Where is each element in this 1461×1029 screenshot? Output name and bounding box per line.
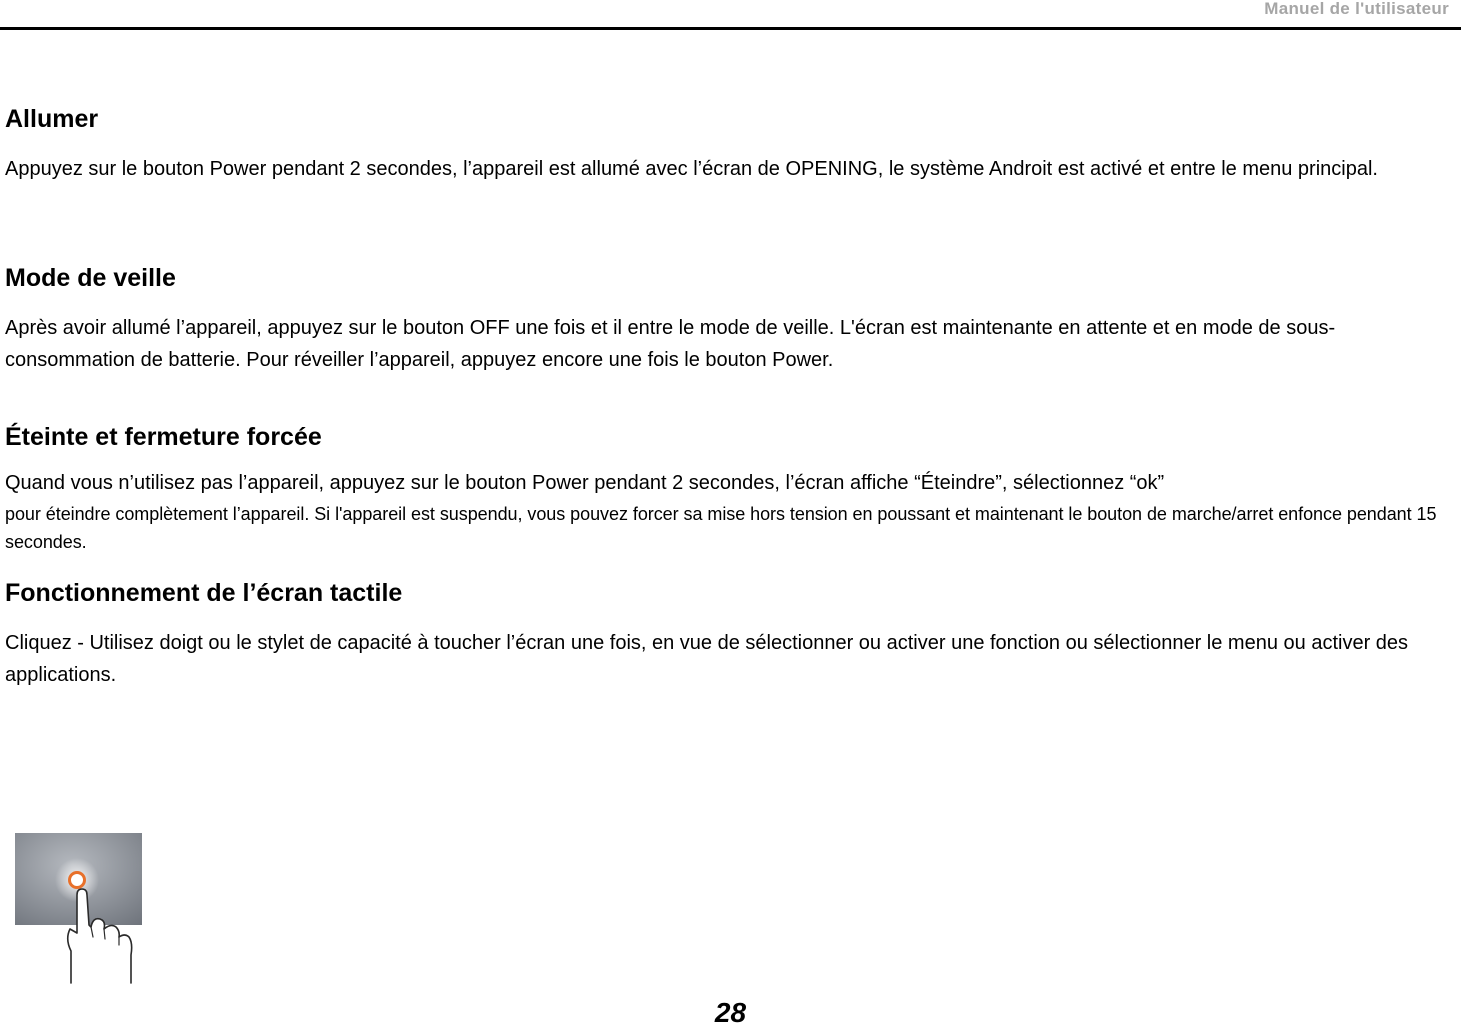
heading-mode-de-veille: Mode de veille — [5, 264, 176, 292]
page-number: 28 — [714, 997, 747, 1028]
heading-allumer: Allumer — [5, 105, 99, 133]
running-header-title: Manuel de l'utilisateur — [1264, 0, 1449, 18]
paragraph-eteinte-line1: Quand vous n’utilisez pas l’appareil, appuyez sur le bouton Power pendant 2 secondes, l’écran affiche “Éteindre”, sélectionnez “ok” — [5, 472, 1165, 494]
paragraph-eteinte-rest: pour éteindre complètement l’appareil. Si l'appareil est suspendu, vous pouvez forcer sa mise hors tension en poussant et maintenant le bouton de marche/arret enfonce pendant 15 secondes. — [5, 504, 1437, 552]
finger-tap-icon — [15, 833, 142, 987]
touch-point-icon — [70, 873, 85, 888]
paragraph-allumer: Appuyez sur le bouton Power pendant 2 secondes, l’appareil est allumé avec l’écran de OPENING, le système Androit est activé et entre le menu principal. — [5, 158, 1378, 180]
heading-eteinte: Éteinte et fermeture forcée — [5, 423, 322, 451]
header-rule — [0, 27, 1461, 30]
paragraph-ecran-tactile: Cliquez - Utilisez doigt ou le stylet de capacité à toucher l’écran une fois, en vue de sélectionner ou activer une fonction ou sélectionner le menu ou activer des applications. — [5, 632, 1409, 686]
heading-ecran-tactile: Fonctionnement de l’écran tactile — [5, 579, 403, 607]
paragraph-mode-de-veille: Après avoir allumé l’appareil, appuyez sur le bouton OFF une fois et il entre le mode de veille. L'écran est maintenante en attente et en mode de sous-consommation de batterie. Pour réveiller l’appareil, appuyez encore une fois le bouton Power. — [5, 317, 1336, 371]
